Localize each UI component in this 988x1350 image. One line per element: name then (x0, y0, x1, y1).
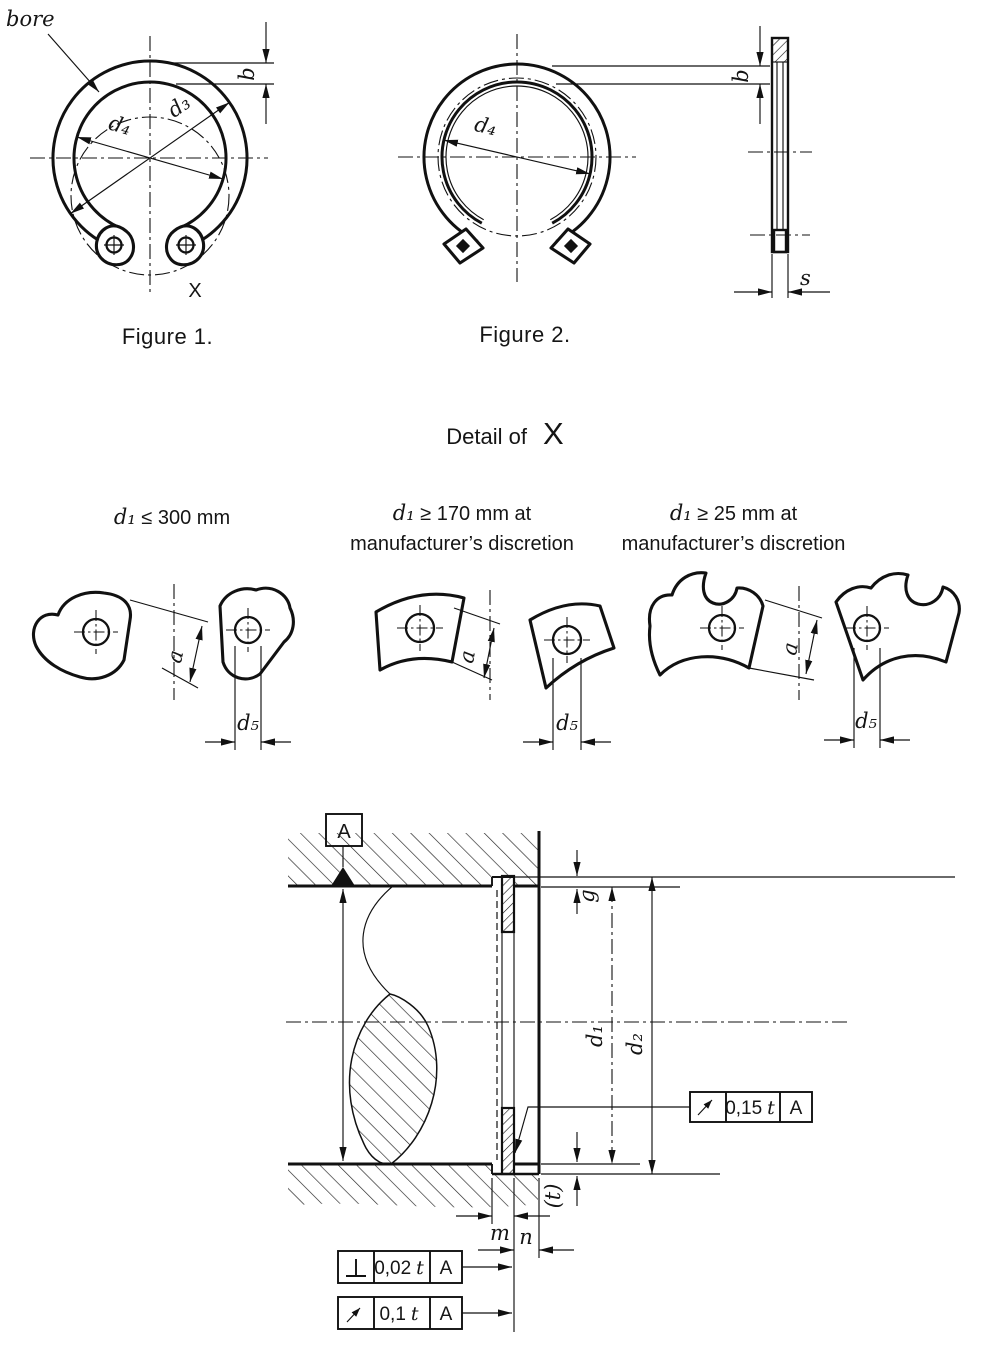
fig2-dim-b (552, 26, 770, 124)
figure-2-drawing (398, 26, 770, 282)
figure-1-drawing (6, 7, 274, 302)
variant-2-var: d₁ (392, 501, 415, 525)
variant-1-heading (62, 502, 282, 533)
d2-label: d₂ (623, 1033, 647, 1055)
detail-variant-1-drawing (33, 584, 293, 750)
figure-2-caption: Figure 2. (479, 322, 571, 347)
fig1-d4-label: d₄ (106, 110, 134, 140)
g-label: g (575, 889, 599, 903)
side-view-section-hatch (772, 38, 788, 62)
side-s-label: s (800, 266, 811, 290)
variant-2-note: manufacturer’s discretion (350, 533, 574, 555)
svg-text:0,15t: 0,15 t (725, 1097, 775, 1119)
dim-t (541, 1132, 577, 1208)
side-dim-s (734, 254, 830, 298)
detail-of-x-title (355, 416, 655, 452)
runout-icon (347, 1308, 360, 1322)
variant-1-condition: ≤ 300 mm (141, 507, 231, 529)
detail-variant-2-drawing (376, 590, 614, 750)
tolerance-frame-runout-top (515, 1092, 812, 1153)
fig2-b-label: b (729, 69, 753, 83)
v3-a-label: a (777, 640, 804, 658)
v1-a-label: a (162, 647, 189, 666)
dim-d1 (583, 887, 612, 1164)
v3-left-lug (649, 573, 763, 675)
tolerance-frame-runout-bottom (338, 1297, 512, 1329)
v3-d5-label: d₅ (855, 709, 877, 733)
v2-a-label: a (454, 648, 481, 666)
perpendicularity-value: 0,02 (374, 1258, 412, 1279)
side-view-lug-edge (774, 230, 786, 252)
ring-section-top (502, 876, 514, 932)
svg-text:0,02t: 0,02 t (374, 1257, 424, 1279)
variant-2-condition: ≥ 170 mm at (420, 503, 532, 525)
runout-bottom-datum: A (439, 1304, 453, 1325)
detail-title-marker: X (543, 416, 564, 451)
housing-bottom-section (288, 1164, 538, 1207)
perpendicularity-icon (346, 1259, 366, 1276)
datum-label: A (337, 821, 351, 843)
runout-top-leader (515, 1107, 690, 1153)
variant-1-var: d₁ (113, 505, 136, 529)
fig1-detail-x-marker: X (188, 280, 202, 302)
variant-2-heading (331, 498, 593, 559)
t-label: (t) (541, 1183, 565, 1209)
tolerance-frame-perpendicularity (338, 1251, 512, 1283)
break-line (363, 886, 393, 994)
dim-d2 (623, 877, 652, 1174)
side-view-outline (772, 38, 788, 252)
figure-1-caption: Figure 1. (121, 324, 214, 349)
fig1-d3-label: d₃ (163, 90, 195, 123)
installation-drawing (286, 814, 955, 1332)
variant-3-note: manufacturer’s discretion (621, 533, 846, 555)
fig1-bore-label: bore (6, 7, 55, 31)
svg-text:0,1t: 0,1 t (379, 1303, 419, 1325)
perpendicularity-datum: A (439, 1258, 453, 1279)
ring-section-bottom (502, 1108, 514, 1174)
d1-label: d₁ (583, 1025, 607, 1047)
broken-out-section (349, 994, 436, 1164)
variant-3-var: d₁ (669, 501, 692, 525)
v1-dim-a (130, 584, 208, 700)
variant-3-heading (601, 498, 866, 559)
v1-left-lug (33, 592, 130, 678)
detail-variant-3-drawing (649, 573, 959, 748)
fig2-d4-label: d₄ (472, 112, 499, 141)
runout-icon (698, 1100, 712, 1115)
v1-d5-label: d₅ (237, 711, 259, 735)
fig1-bore-leader (6, 7, 99, 92)
n-label: n (519, 1225, 533, 1249)
detail-title-prefix: Detail of (446, 424, 528, 449)
runout-top-datum: A (789, 1098, 803, 1119)
fig1-b-label: b (235, 67, 259, 81)
dim-g (514, 850, 955, 914)
variant-3-condition: ≥ 25 mm at (697, 503, 798, 525)
v2-d5-label: d₅ (556, 711, 578, 735)
m-label: m (490, 1221, 510, 1245)
runout-bottom-value: 0,1 (379, 1304, 406, 1325)
runout-top-value: 0,15 (725, 1098, 763, 1119)
